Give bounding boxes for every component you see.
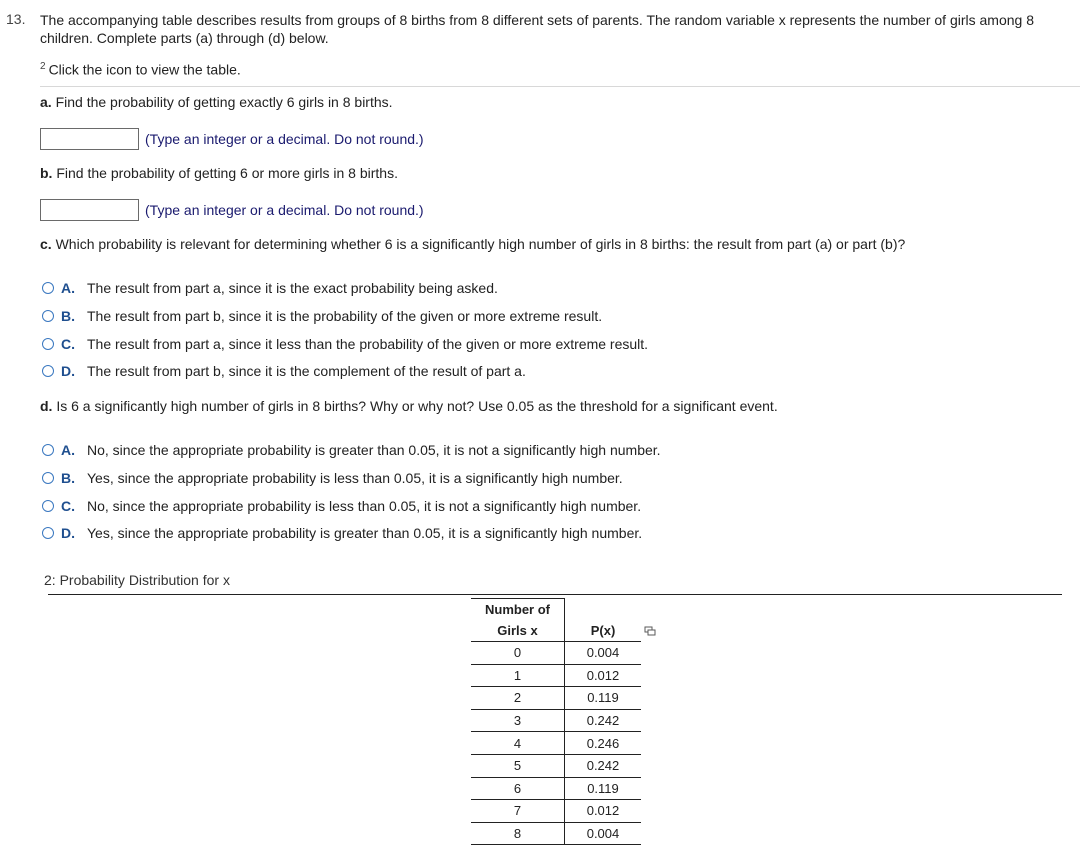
table-row: [471, 687, 641, 710]
choice-text: The result from part a, since it is the exact probability being asked.: [87, 280, 498, 296]
part-d-choice-c[interactable]: [40, 497, 641, 515]
table-row: [471, 709, 641, 732]
footnote-text: Click the icon to view the table.: [48, 61, 241, 78]
radio-button[interactable]: [42, 500, 54, 512]
cell-x: 4: [471, 732, 565, 755]
cell-p: 0.119: [565, 687, 642, 710]
radio-button[interactable]: [42, 338, 54, 350]
cell-x: 7: [471, 800, 565, 823]
table-title: 2: Probability Distribution for x: [44, 572, 230, 588]
part-c-choice-b[interactable]: [40, 307, 602, 325]
part-a-prompt: [40, 94, 393, 110]
part-c-choice-d[interactable]: [40, 362, 526, 380]
part-c-label: c.: [40, 236, 52, 252]
part-b-answer-row: [40, 199, 424, 221]
header-px: P(x): [565, 599, 642, 642]
cell-p: 0.004: [565, 642, 642, 665]
part-b-label: b.: [40, 165, 53, 181]
part-d-choice-d[interactable]: [40, 524, 642, 542]
cell-p: 0.012: [565, 800, 642, 823]
part-d-text: Is 6 a significantly high number of girls in 8 births? Why or why not? Use 0.05 as the threshold for a significant event.: [56, 398, 778, 414]
part-a-answer-row: [40, 128, 424, 150]
table-header-row: [471, 599, 641, 642]
radio-button[interactable]: [42, 365, 54, 377]
choice-letter: C.: [61, 498, 75, 514]
choice-text: No, since the appropriate probability is less than 0.05, it is not a significantly high number.: [87, 498, 642, 514]
part-d-label: d.: [40, 398, 53, 414]
cell-x: 2: [471, 687, 565, 710]
radio-button[interactable]: [42, 444, 54, 456]
cell-x: 5: [471, 754, 565, 777]
choice-letter: B.: [61, 308, 75, 324]
cell-x: 3: [471, 709, 565, 732]
cell-x: 0: [471, 642, 565, 665]
table-row: [471, 800, 641, 823]
header-number-of-girls: Number of Girls x: [471, 599, 565, 642]
cell-x: 1: [471, 664, 565, 687]
part-c-prompt: [40, 236, 905, 252]
part-d-choice-a[interactable]: [40, 441, 661, 459]
radio-button[interactable]: [42, 310, 54, 322]
table-row: [471, 732, 641, 755]
choice-letter: C.: [61, 336, 75, 352]
cell-p: 0.246: [565, 732, 642, 755]
table-row: [471, 642, 641, 665]
choice-letter: D.: [61, 363, 75, 379]
cell-x: 8: [471, 822, 565, 845]
choice-text: The result from part b, since it is the complement of the result of part a.: [87, 363, 526, 379]
cell-p: 0.004: [565, 822, 642, 845]
radio-button[interactable]: [42, 282, 54, 294]
choice-letter: B.: [61, 470, 75, 486]
question-number: 13.: [6, 11, 26, 27]
divider: [40, 86, 1080, 87]
choice-text: Yes, since the appropriate probability is greater than 0.05, it is a significantly high number.: [87, 525, 643, 541]
copy-table-icon[interactable]: [644, 626, 656, 636]
cell-p: 0.119: [565, 777, 642, 800]
part-a-label: a.: [40, 94, 52, 110]
part-a-answer-input[interactable]: [40, 128, 139, 150]
table-row: [471, 754, 641, 777]
choice-letter: A.: [61, 280, 75, 296]
cell-p: 0.012: [565, 664, 642, 687]
choice-text: No, since the appropriate probability is greater than 0.05, it is not a significantly high number.: [87, 442, 661, 458]
cell-x: 6: [471, 777, 565, 800]
part-b-prompt: [40, 165, 398, 181]
cell-p: 0.242: [565, 709, 642, 732]
table-footnote[interactable]: [40, 61, 241, 78]
part-c-text: Which probability is relevant for determining whether 6 is a significantly high number of girls in 8 births: the result from part (a) or part (b)?: [55, 236, 906, 252]
table-row: [471, 822, 641, 845]
choice-text: The result from part a, since it less than the probability of the given or more extreme result.: [87, 336, 649, 352]
part-d-choice-b[interactable]: [40, 469, 623, 487]
part-b-text: Find the probability of getting 6 or more girls in 8 births.: [56, 165, 398, 181]
probability-table: [471, 598, 641, 845]
part-a-hint: (Type an integer or a decimal. Do not round.): [145, 131, 424, 147]
table-row: [471, 664, 641, 687]
radio-button[interactable]: [42, 472, 54, 484]
part-c-choice-c[interactable]: [40, 335, 648, 353]
choice-letter: A.: [61, 442, 75, 458]
part-b-hint: (Type an integer or a decimal. Do not round.): [145, 202, 424, 218]
part-d-prompt: [40, 398, 778, 414]
table-row: [471, 777, 641, 800]
choice-letter: D.: [61, 525, 75, 541]
part-a-text: Find the probability of getting exactly 6 girls in 8 births.: [55, 94, 393, 110]
choice-text: Yes, since the appropriate probability is less than 0.05, it is a significantly high number.: [87, 470, 623, 486]
radio-button[interactable]: [42, 527, 54, 539]
table-title-rule: [48, 594, 1062, 595]
cell-p: 0.242: [565, 754, 642, 777]
footnote-mark: 2: [40, 61, 46, 72]
question-text: The accompanying table describes results from groups of 8 births from 8 different sets of parents. The random variable x represents the number of girls among 8 children. Complete parts (a) through (d) below.: [40, 12, 1034, 46]
part-b-answer-input[interactable]: [40, 199, 139, 221]
choice-text: The result from part b, since it is the probability of the given or more extreme result.: [87, 308, 603, 324]
part-c-choice-a[interactable]: [40, 279, 498, 297]
